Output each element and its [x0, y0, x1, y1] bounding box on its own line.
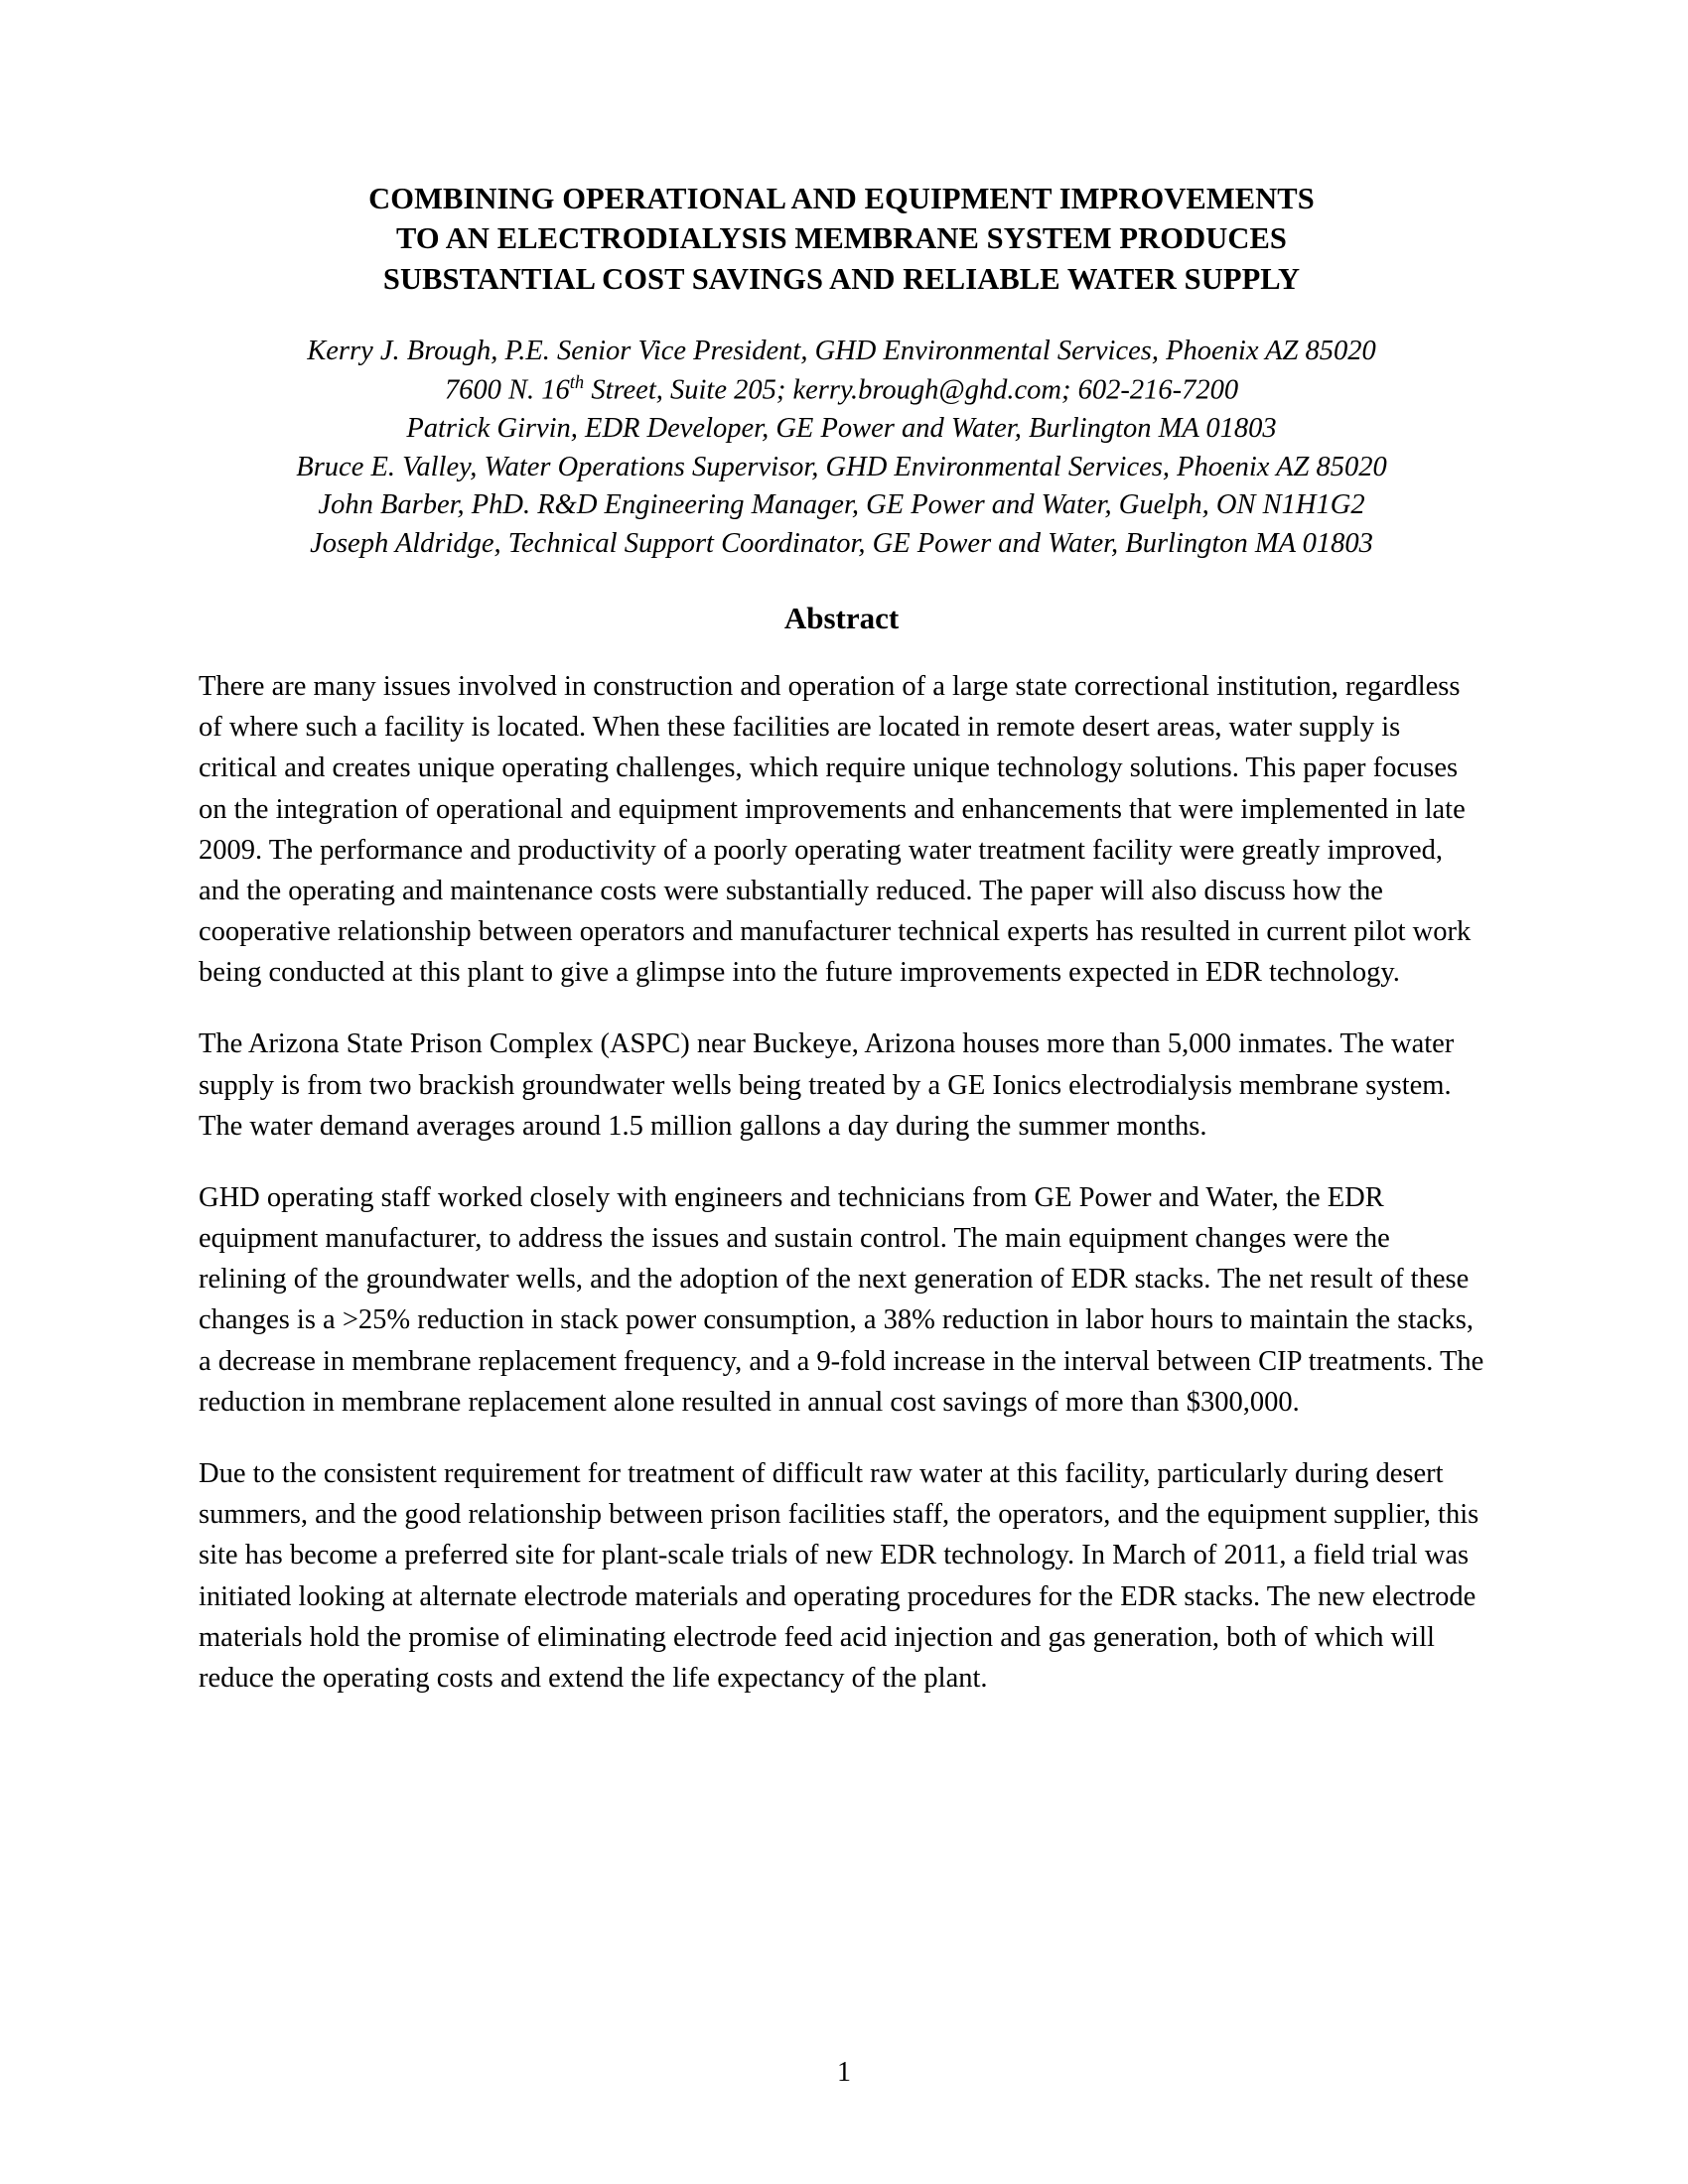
abstract-body — [199, 666, 1484, 1699]
author-line-6: Joseph Aldridge, Technical Support Coordinator, GE Power and Water, Burlington MA 01803 — [310, 527, 1373, 559]
page-number: 1 — [837, 2057, 851, 2088]
author-line-2: 7600 N. 16th Street, Suite 205; kerry.brough@ghd.com; 602-216-7200 — [444, 372, 1239, 406]
author-line-1: Kerry J. Brough, P.E. Senior Vice President, GHD Environmental Services, Phoenix AZ 85020 — [307, 335, 1376, 366]
abstract-paragraph-2: The Arizona State Prison Complex (ASPC) near Buckeye, Arizona houses more than 5,000 inmates. The water supply is from two brackish groundwater wells being treated by a GE Ionics electrodialysis membrane system. The water demand averages around 1.5 million gallons a day during the summer months. — [199, 1028, 1455, 1142]
author-line-4: Bruce E. Valley, Water Operations Supervisor, GHD Environmental Services, Phoenix AZ 85020 — [296, 451, 1387, 482]
title-line-3: SUBSTANTIAL COST SAVINGS AND RELIABLE WATER SUPPLY — [382, 261, 1301, 296]
author-affiliation-block — [199, 333, 1484, 563]
author-line-5: John Barber, PhD. R&D Engineering Manager, GE Power and Water, Guelph, ON N1H1G2 — [318, 489, 1365, 521]
paper-title — [199, 179, 1484, 299]
author-line-3: Patrick Girvin, EDR Developer, GE Power and Water, Burlington MA 01803 — [406, 413, 1277, 445]
title-line-1: COMBINING OPERATIONAL AND EQUIPMENT IMPROVEMENTS — [368, 182, 1315, 215]
abstract-heading: Abstract — [783, 601, 900, 636]
abstract-paragraph-4: Due to the consistent requirement for treatment of difficult raw water at this facility, particularly during desert summers, and the good relationship between prison facilities staff, the operators, and the equipment supplier, this site has become a preferred site for plant-scale trials of new EDR technology. In March of 2011, a field trial was initiated looking at alternate electrode materials and operating procedures for the EDR stacks. The new electrode materials hold the promise of eliminating electrode feed acid injection and gas generation, both of which will reduce the operating costs and extend the life expectancy of the plant. — [199, 1457, 1479, 1694]
abstract-paragraph-1: There are many issues involved in construction and operation of a large state correctional institution, regardless of where such a facility is located. When these facilities are located in remote desert areas, water supply is critical and creates unique operating challenges, which require unique technology solutions. This paper focuses on the integration of operational and equipment improvements and enhancements that were implemented in late 2009. The performance and productivity of a poorly operating water treatment facility were greatly improved, and the operating and maintenance costs were substantially reduced. The paper will also discuss how the cooperative relationship between operators and manufacturer technical experts has resulted in current pilot work being conducted at this plant to give a glimpse into the future improvements expected in EDR technology. — [199, 671, 1472, 989]
title-line-2: TO AN ELECTRODIALYSIS MEMBRANE SYSTEM PRODUCES — [396, 221, 1287, 256]
abstract-paragraph-3: GHD operating staff worked closely with engineers and technicians from GE Power and Water, the EDR equipment manufacturer, to address the issues and sustain control. The main equipment changes were the relining of the groundwater wells, and the adoption of the next generation of EDR stacks. The net result of these changes is a >25% reduction in stack power consumption, a 38% reduction in labor hours to maintain the stacks, a decrease in membrane replacement frequency, and a 9-fold increase in the interval between CIP treatments. The reduction in membrane replacement alone resulted in annual cost savings of more than $300,000. — [199, 1181, 1484, 1418]
